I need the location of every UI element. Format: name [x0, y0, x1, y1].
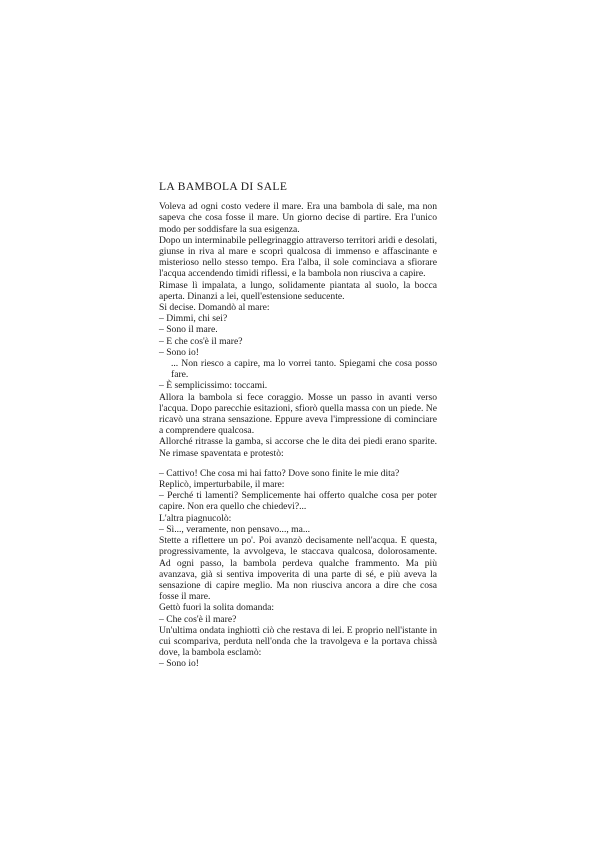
dialogue-line: – Sì..., veramente, non pensavo..., ma... [159, 523, 311, 535]
story-text [159, 182, 437, 670]
dialogue-line: – Sono io! [159, 346, 199, 358]
dialogue-line: – Sono io! [159, 658, 199, 670]
paragraph: Allorché ritrasse la gamba, si accorse che le dita dei piedi erano sparite. Ne rimase spaventata e protestò: [159, 436, 437, 459]
dialogue-line: – E che cos'è il mare? [159, 335, 243, 347]
dialogue-line: ... Non riesco a capire, ma lo vorrei tanto. Spiegami che cosa posso fare. [171, 358, 437, 381]
paragraph: Si decise. Domandò al mare: [159, 302, 270, 314]
dialogue-line: – Che cos'è il mare? [159, 613, 237, 625]
paragraph: Gettò fuori la solita domanda: [159, 602, 275, 614]
story-title: LA BAMBOLA DI SALE [159, 181, 288, 193]
spacer [159, 459, 437, 468]
paragraph: Rimase lì impalata, a lungo, solidamente piantata al suolo, la bocca aperta. Dinanzi a lei, quell'estensione seducente. [159, 279, 437, 302]
dialogue-line: – Dimmi, chi sei? [159, 313, 228, 325]
paragraph: Voleva ad ogni costo vedere il mare. Era una bambola di sale, ma non sapeva che cosa fosse il mare. Un giorno decise di partire. Era l'unico modo per soddisfare la sua esigenza. [159, 201, 437, 235]
paragraph: Replicò, imperturbabile, il mare: [159, 479, 285, 491]
dialogue-line: – Perché ti lamenti? Semplicemente hai offerto qualche cosa per poter capire. Non era quello che chiedevi?... [159, 490, 437, 513]
paragraph: Allora la bambola si fece coraggio. Mosse un passo in avanti verso l'acqua. Dopo parecchie esitazioni, sfiorò quella massa con un piede. Ne ricavò una strana sensazione. Eppure aveva l'impressione di cominciare a comprendere qualcosa. [159, 391, 437, 437]
paragraph: Dopo un interminabile pellegrinaggio attraverso territori aridi e desolati, giunse in riva al mare e scoprì qualcosa di immenso e affascinante e misterioso nello stesso tempo. Era l'alba, il sole cominciava a sfiorare l'acqua accendendo timidi riflessi, e la bambola non riusciva a capire. [159, 234, 437, 280]
paragraph: Stette a riflettere un po'. Poi avanzò decisamente nell'acqua. E questa, progressivamente, la avvolgeva, le staccava qualcosa, dolorosamente. Ad ogni passo, la bambola perdeva qualche frammento. Ma più avanzava, già si sentiva impoverita di una parte di sé, e più aveva la sensazione di capire meglio. Ma non riusciva ancora a dire che cosa fosse il mare. [159, 535, 437, 603]
dialogue-line: – Sono il mare. [159, 324, 218, 336]
dialogue-line: – È semplicissimo: toccami. [159, 380, 268, 392]
paragraph: Un'ultima ondata inghiottì ciò che restava di lei. E proprio nell'istante in cui scompariva, perduta nell'onda che la travolgeva e la portava chissà dove, la bambola esclamò: [159, 624, 437, 659]
dialogue-line: – Cattivo! Che cosa mi hai fatto? Dove sono finite le mie dita? [159, 467, 400, 479]
paragraph: L'altra piagnucolò: [159, 512, 232, 524]
